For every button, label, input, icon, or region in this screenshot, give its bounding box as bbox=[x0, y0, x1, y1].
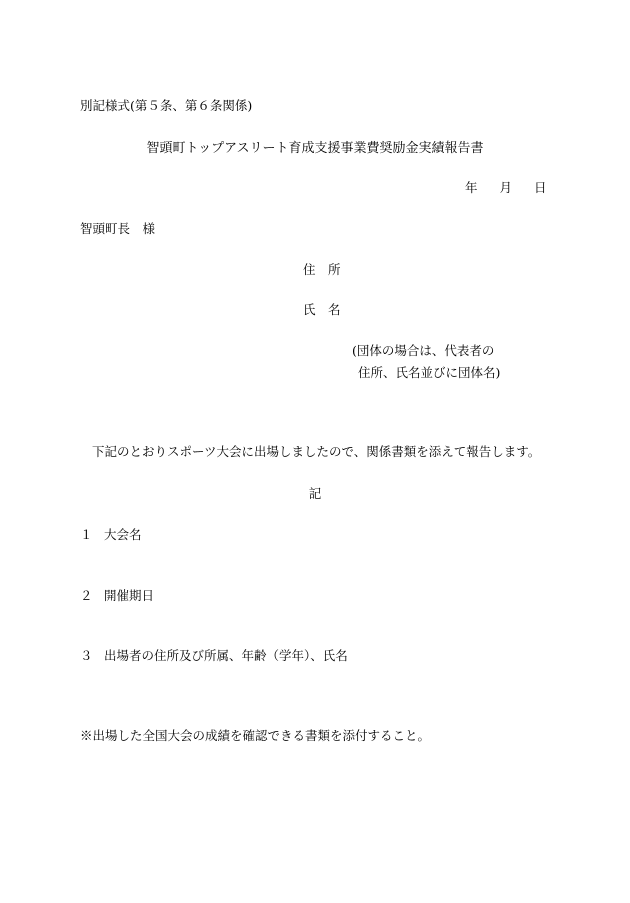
organization-note-line-1: (団体の場合は、代表者の bbox=[352, 343, 495, 358]
address-field-label: 住 所 bbox=[303, 262, 341, 277]
item-number: １ bbox=[80, 527, 93, 542]
date-year: 年 bbox=[465, 180, 478, 195]
date-month: 月 bbox=[499, 180, 513, 195]
ki-heading: 記 bbox=[308, 486, 322, 501]
item-label: 開催期日 bbox=[104, 588, 155, 603]
footnote: ※出場した全国大会の成績を確認できる書類を添付すること。 bbox=[80, 728, 431, 743]
document-title: 智頭町トップアスリート育成支援事業費奨励金実績報告書 bbox=[146, 141, 484, 156]
form-reference: 別記様式(第５条、第６条関係) bbox=[80, 98, 253, 113]
list-item bbox=[80, 525, 142, 543]
name-field-label: 氏 名 bbox=[303, 302, 341, 317]
list-item bbox=[80, 646, 348, 664]
item-label: 出場者の住所及び所属、年齢（学年）、氏名 bbox=[104, 648, 348, 663]
list-item bbox=[80, 586, 154, 604]
addressee: 智頭町長 様 bbox=[80, 221, 156, 236]
organization-note-line-2: 住所、氏名並びに団体名) bbox=[358, 365, 501, 380]
date-day: 日 bbox=[534, 180, 547, 195]
date-line bbox=[465, 178, 547, 196]
item-label: 大会名 bbox=[104, 527, 142, 542]
item-number: ２ bbox=[80, 588, 93, 603]
body-text: 下記のとおりスポーツ大会に出場しましたので、関係書類を添えて報告します。 bbox=[92, 444, 541, 459]
item-number: ３ bbox=[80, 648, 93, 663]
